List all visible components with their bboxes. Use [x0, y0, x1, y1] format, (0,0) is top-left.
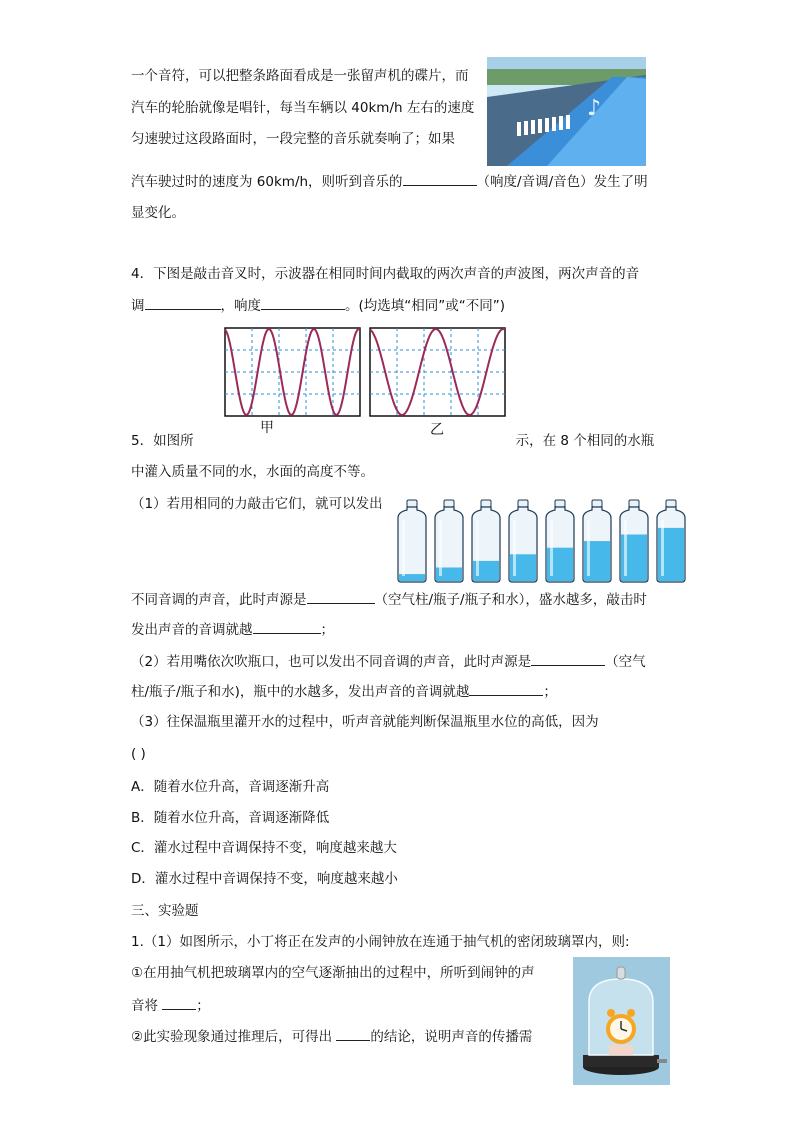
q5-p2-text-a: （2）若用嘴依次吹瓶口，也可以发出不同音调的声音，此时声源是	[131, 654, 532, 670]
q4-text-c: 。(均选填“相同”或“不同”)	[345, 298, 506, 314]
road-photo	[487, 57, 646, 166]
q5-p2-line-2	[131, 681, 557, 702]
q3-answer-blank[interactable]	[403, 171, 477, 186]
q5-p2-text-c: 柱/瓶子/瓶子和水)，瓶中的水越多，发出声音的音调就越	[131, 684, 470, 700]
q5-option-a[interactable]: A．随着水位升高，音调逐渐升高	[131, 779, 330, 795]
q5-p1-text-d: ；	[320, 622, 334, 638]
s3-text-c: ②此实验现象通过推理后，可得出	[131, 1029, 333, 1045]
oscilloscope-a	[224, 327, 362, 417]
music-note-icon: ♪	[587, 96, 602, 121]
bottle	[546, 500, 574, 582]
s3-q1-line-2: ①在用抽气机把玻璃罩内的空气逐渐抽出的过程中，所听到闹钟的声	[131, 965, 535, 981]
bell-jar-photo	[573, 957, 670, 1085]
s3-q1-line-1: 1.（1）如图所示，小丁将正在发声的小闹钟放在连通于抽气机的密闭玻璃罩内，则:	[131, 934, 630, 950]
s3-conclusion-blank[interactable]	[336, 1026, 370, 1041]
bottle	[435, 500, 463, 582]
q4-text-b: ，响度	[220, 298, 261, 314]
q5-pitch-blank-1[interactable]	[253, 619, 321, 634]
bottle	[583, 500, 611, 582]
s3-sound-blank[interactable]	[162, 995, 196, 1010]
q5-source-blank-2[interactable]	[531, 651, 605, 666]
s3-text-d: 的结论，说明声音的传播需	[370, 1029, 533, 1045]
q5-pitch-blank-2[interactable]	[469, 681, 543, 696]
oscilloscope-b	[369, 327, 507, 417]
q5-p1-text-a: 不同音调的声音，此时声源是	[131, 592, 307, 608]
s3-text-a: 音将	[131, 998, 158, 1014]
q5-p2-line-1	[131, 651, 646, 672]
q5-p2-text-d: ；	[543, 684, 557, 700]
q5-p3-answer-parens[interactable]: ( )	[131, 746, 146, 762]
q5-option-c[interactable]: C．灌水过程中音调保持不变，响度越来越大	[131, 840, 397, 856]
bottle	[398, 500, 426, 582]
q5-text-b: 示，在 8 个相同的水瓶	[515, 433, 655, 449]
q5-line-2: 中灌入质量不同的水，水面的高度不等。	[131, 464, 374, 480]
q3-line-5: 显变化。	[131, 205, 185, 221]
bottle	[657, 500, 685, 582]
q5-p2-text-b: （空气	[605, 654, 646, 670]
q3-line-4-text-b: （响度/音调/音色）发生了明	[476, 174, 648, 190]
q5-text-a: 5．如图所	[131, 433, 194, 449]
bottle	[509, 500, 537, 582]
q5-option-d[interactable]: D．灌水过程中音调保持不变，响度越来越小	[131, 871, 398, 887]
q3-line-2: 汽车的轮胎就像是唱针，每当车辆以 40km/h 左右的速度	[131, 100, 475, 116]
bottle	[472, 500, 500, 582]
q5-p1-line-2	[131, 589, 647, 610]
q5-p1-text-c: 发出声音的音调就越	[131, 622, 253, 638]
q4-text-a: 调	[131, 298, 145, 314]
s3-q1-line-4	[131, 1026, 532, 1047]
q5-p3-line-1: （3）往保温瓶里灌开水的过程中，听声音就能判断保温瓶里水位的高低，因为	[131, 714, 599, 730]
label-yi: 乙	[430, 422, 444, 438]
q5-p1-line-3	[131, 619, 334, 640]
s3-q1-line-3	[131, 995, 210, 1016]
q5-p1-line-1: （1）若用相同的力敲击它们，就可以发出	[131, 496, 383, 512]
q5-option-b[interactable]: B．随着水位升高，音调逐渐降低	[131, 810, 330, 826]
label-jia: 甲	[260, 420, 274, 436]
q4-line-1: 4．下图是敲击音叉时，示波器在相同时间内截取的两次声音的声波图，两次声音的音	[131, 266, 640, 282]
water-bottles	[395, 498, 695, 584]
q4-line-2	[131, 295, 505, 316]
q3-line-3: 匀速驶过这段路面时，一段完整的音乐就奏响了；如果	[131, 131, 455, 147]
section-title: 三、实验题	[131, 903, 199, 919]
q3-line-4	[131, 171, 648, 192]
q4-pitch-blank[interactable]	[145, 295, 221, 310]
q4-loudness-blank[interactable]	[261, 295, 345, 310]
q5-p1-text-b: （空气柱/瓶子/瓶子和水），盛水越多，敲击时	[374, 592, 647, 608]
q3-line-4-text-a: 汽车驶过时的速度为 60km/h，则听到音乐的	[131, 174, 403, 190]
bottle	[620, 500, 648, 582]
q5-source-blank-1[interactable]	[307, 589, 375, 604]
s3-text-b: ；	[196, 998, 210, 1014]
q3-line-1: 一个音符，可以把整条路面看成是一张留声机的碟片，而	[131, 68, 469, 84]
q5-line-1	[131, 431, 654, 451]
